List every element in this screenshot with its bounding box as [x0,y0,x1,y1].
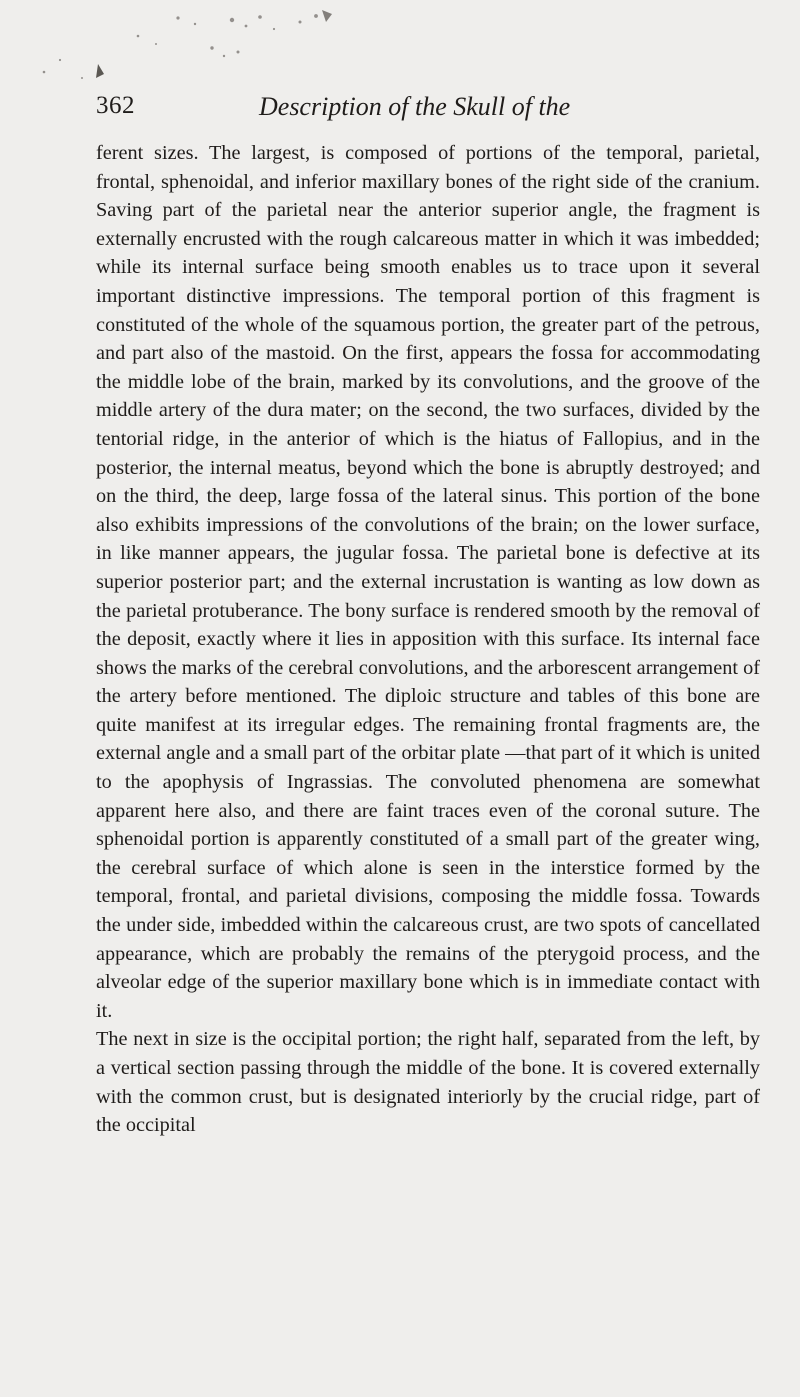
body-text [96,139,760,1140]
paragraph-2: The next in size is the occipital portion; the right half, separated from the left, by a vertical section passing through the middle of the bone. It is covered externally with the common crust, but is designated interiorly by the crucial ridge, part of the occipital [96,1028,760,1137]
running-head [96,92,756,132]
running-title: Description of the Skull of the [259,92,571,121]
page-number: 362 [96,92,135,119]
paragraph-1: ferent sizes. The largest, is composed of portions of the temporal, parietal, frontal, sphenoidal, and inferior maxillary bones of the right side of the cranium. Saving part of the parietal near the anterior superior angle, the fragment is externally encrusted with the rough calcareous matter in which it was imbedded; while its internal surface being smooth enables us to trace upon it several important distinctive impressions. The temporal portion of this fragment is constituted of the whole of the squamous portion, the greater part of the petrous, and part also of the mastoid. On the first, appears the fossa for accommodating the middle lobe of the brain, marked by its convolutions, and the groove of the middle artery of the dura mater; on the second, the two surfaces, divided by the tentorial ridge, in the anterior of which is the hiatus of Fallopius, and in the posterior, the internal meatus, beyond which the bone is abruptly destroyed; and on the third, the deep, large fossa of the lateral sinus. This portion of the bone also exhibits impressions of the convolutions of the brain; on the lower surface, in like manner appears, the jugular fossa. The parietal bone is defective at its superior posterior part; and the external incrustation is wanting as low down as the parietal protuberance. The bony surface is rendered smooth by the removal of the deposit, exactly where it lies in apposition with this surface. Its internal face shows the marks of the cerebral convolutions, and the arborescent arrangement of the artery before mentioned. The diploic structure and tables of this bone are quite manifest at its irregular edges. The remaining frontal fragments are, the external angle and a small part of the orbitar plate —that part of it which is united to the apophysis of Ingrassias. The convoluted phenomena are somewhat apparent here also, and there are faint traces even of the coronal suture. The sphenoidal portion is apparently constituted of a small part of the greater wing, the cerebral surface of which alone is seen in the interstice formed by the temporal, frontal, and parietal divisions, composing the middle fossa. Towards the under side, imbedded within the calcareous crust, are two spots of cancellated appearance, which are probably the remains of the pterygoid process, and the alveolar edge of the superior maxillary bone which is in immediate contact with it. [96,142,760,1022]
